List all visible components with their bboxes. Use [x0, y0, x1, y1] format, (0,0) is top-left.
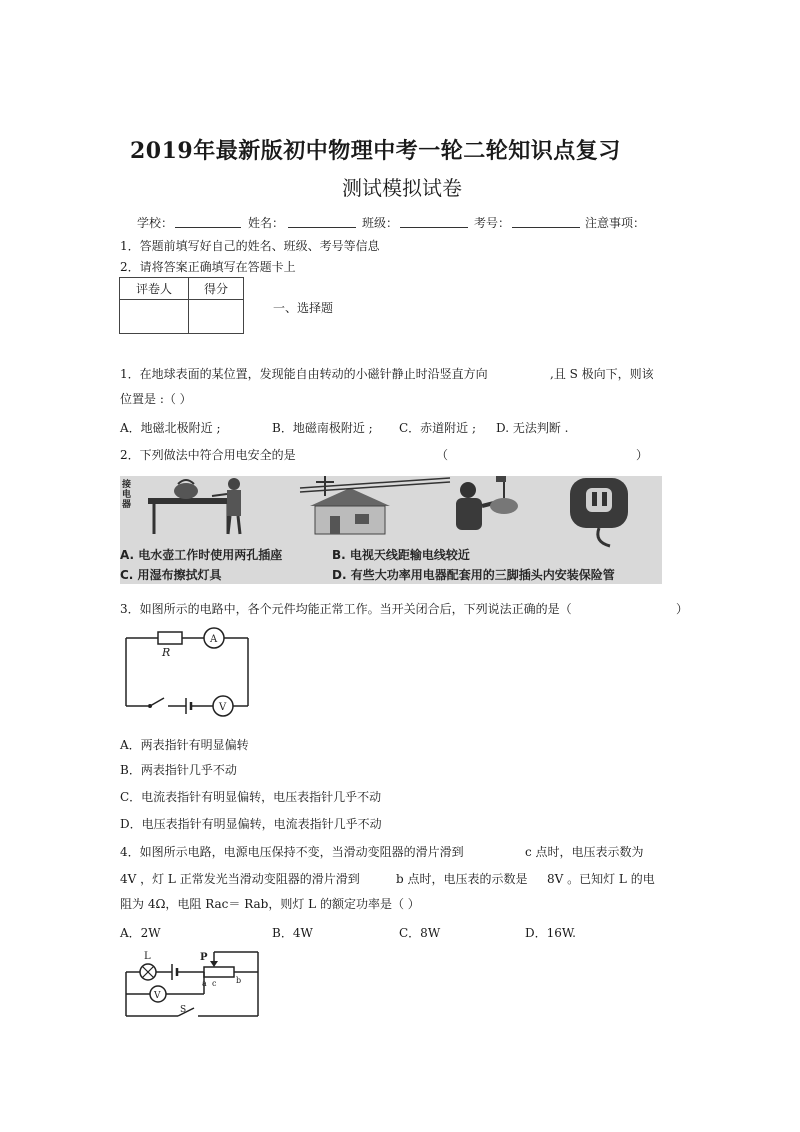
slider-label: P [200, 952, 208, 963]
q4-line3: 阻为 4Ω，电阻 Rac＝ Rab，则灯 L 的额定功率是（ ） [120, 897, 420, 911]
q1-option-b[interactable]: B．地磁南极附近 ; [272, 421, 373, 435]
q2-paren-left: （ [436, 448, 449, 462]
number-field[interactable] [512, 215, 580, 228]
resistor-label: R [162, 646, 171, 659]
q3-paren-right: ） [676, 602, 689, 616]
q2-paren-right: ） [636, 448, 649, 462]
q1-text-c: 位置是 :（ ） [120, 392, 192, 406]
q4-option-d[interactable]: D．16W. [525, 926, 576, 940]
section-heading: 一、选择题 [273, 301, 334, 315]
grader-cell[interactable] [120, 300, 189, 334]
q4-line2-a: 4V ，灯 L 正常发光当滑动变阻器的滑片滑到 [120, 872, 360, 886]
q1-option-d[interactable]: D. 无法判断 . [496, 421, 569, 435]
scene-three-prong-plug [570, 478, 628, 546]
voltmeter-label: V [219, 702, 227, 713]
point-b-label: b [236, 976, 242, 985]
q4-option-a[interactable]: A．2W [120, 926, 161, 940]
scene-wet-cloth [456, 476, 518, 530]
q2-caption-b[interactable]: B. 电视天线距输电线较近 [332, 548, 470, 562]
q1-option-a[interactable]: A．地磁北极附近 ; [120, 421, 221, 435]
school-label: 学校： [137, 216, 174, 230]
q3-text: 3．如图所示的电路中，各个元件均能正常工作。当开关闭合后，下列说法正确的是（ [120, 602, 572, 616]
q2-text: 2．下列做法中符合用电安全的是 [120, 448, 296, 462]
score-cell[interactable] [189, 300, 244, 334]
note-2: 2．请将答案正确填写在答题卡上 [120, 260, 296, 274]
q1-option-c[interactable]: C．赤道附近 ; [399, 421, 477, 435]
rheostat-symbol [204, 967, 234, 977]
ammeter-label: A [210, 634, 218, 645]
scene-antenna [300, 476, 450, 534]
q4-line1-a: 4．如图所示电路，电源电压保持不变，当滑动变阻器的滑片滑到 [120, 845, 464, 859]
score-table [119, 277, 244, 334]
resistor-symbol [158, 632, 182, 644]
q1-text-a: 1．在地球表面的某位置，发现能自由转动的小磁针静止时沿竖直方向 [120, 367, 488, 381]
name-field[interactable] [288, 215, 356, 228]
switch-symbol [150, 698, 164, 706]
q3-option-a[interactable]: A．两表指针有明显偏转 [120, 738, 249, 752]
q2-caption-d[interactable]: D. 有些大功率用电器配套用的三脚插头内安装保险管 [332, 568, 615, 582]
notice-label: 注意事项： [585, 216, 646, 230]
exam-title-line1: 2019年最新版初中物理中考一轮二轮知识点复习 [130, 138, 621, 164]
class-field[interactable] [400, 215, 468, 228]
q4-circuit-diagram [118, 948, 268, 1024]
q4-option-c[interactable]: C．8W [399, 926, 441, 940]
q3-option-b[interactable]: B．两表指针几乎不动 [120, 763, 237, 777]
q2-illustration [120, 476, 662, 584]
grader-header: 评卷人 [120, 278, 189, 300]
class-label: 班级： [362, 216, 399, 230]
score-header: 得分 [189, 278, 244, 300]
school-field[interactable] [175, 215, 241, 228]
lamp-label: L [144, 951, 151, 962]
switch-label: S [180, 1005, 187, 1015]
q4-option-b[interactable]: B．4W [272, 926, 313, 940]
point-c-label: c [212, 979, 217, 988]
q2-sign-label: 接电器 [122, 480, 132, 510]
q2-caption-c[interactable]: C. 用湿布擦拭灯具 [120, 568, 222, 582]
note-1: 1．答题前填写好自己的姓名、班级、考号等信息 [120, 239, 380, 253]
q4-line1-b: c 点时，电压表示数为 [525, 845, 644, 859]
name-label: 姓名： [248, 216, 285, 230]
q3-circuit-diagram [118, 624, 258, 720]
slider-arrow [210, 961, 218, 967]
q4-line2-c: 8V 。已知灯 L 的电 [547, 872, 655, 886]
exam-title-line2: 测试模拟试卷 [342, 176, 462, 200]
voltmeter-label: V [154, 991, 161, 1001]
scene-kettle [148, 478, 241, 534]
point-a-label: a [202, 979, 207, 988]
q3-option-c[interactable]: C．电流表指针有明显偏转，电压表指针几乎不动 [120, 790, 382, 804]
q1-text-b: ,且 S 极向下，则该 [550, 367, 654, 381]
q2-caption-a[interactable]: A. 电水壶工作时使用两孔插座 [120, 548, 283, 562]
q3-option-d[interactable]: D．电压表指针有明显偏转，电流表指针几乎不动 [120, 817, 382, 831]
number-label: 考号： [474, 216, 511, 230]
q4-line2-b: b 点时，电压表的示数是 [396, 872, 528, 886]
